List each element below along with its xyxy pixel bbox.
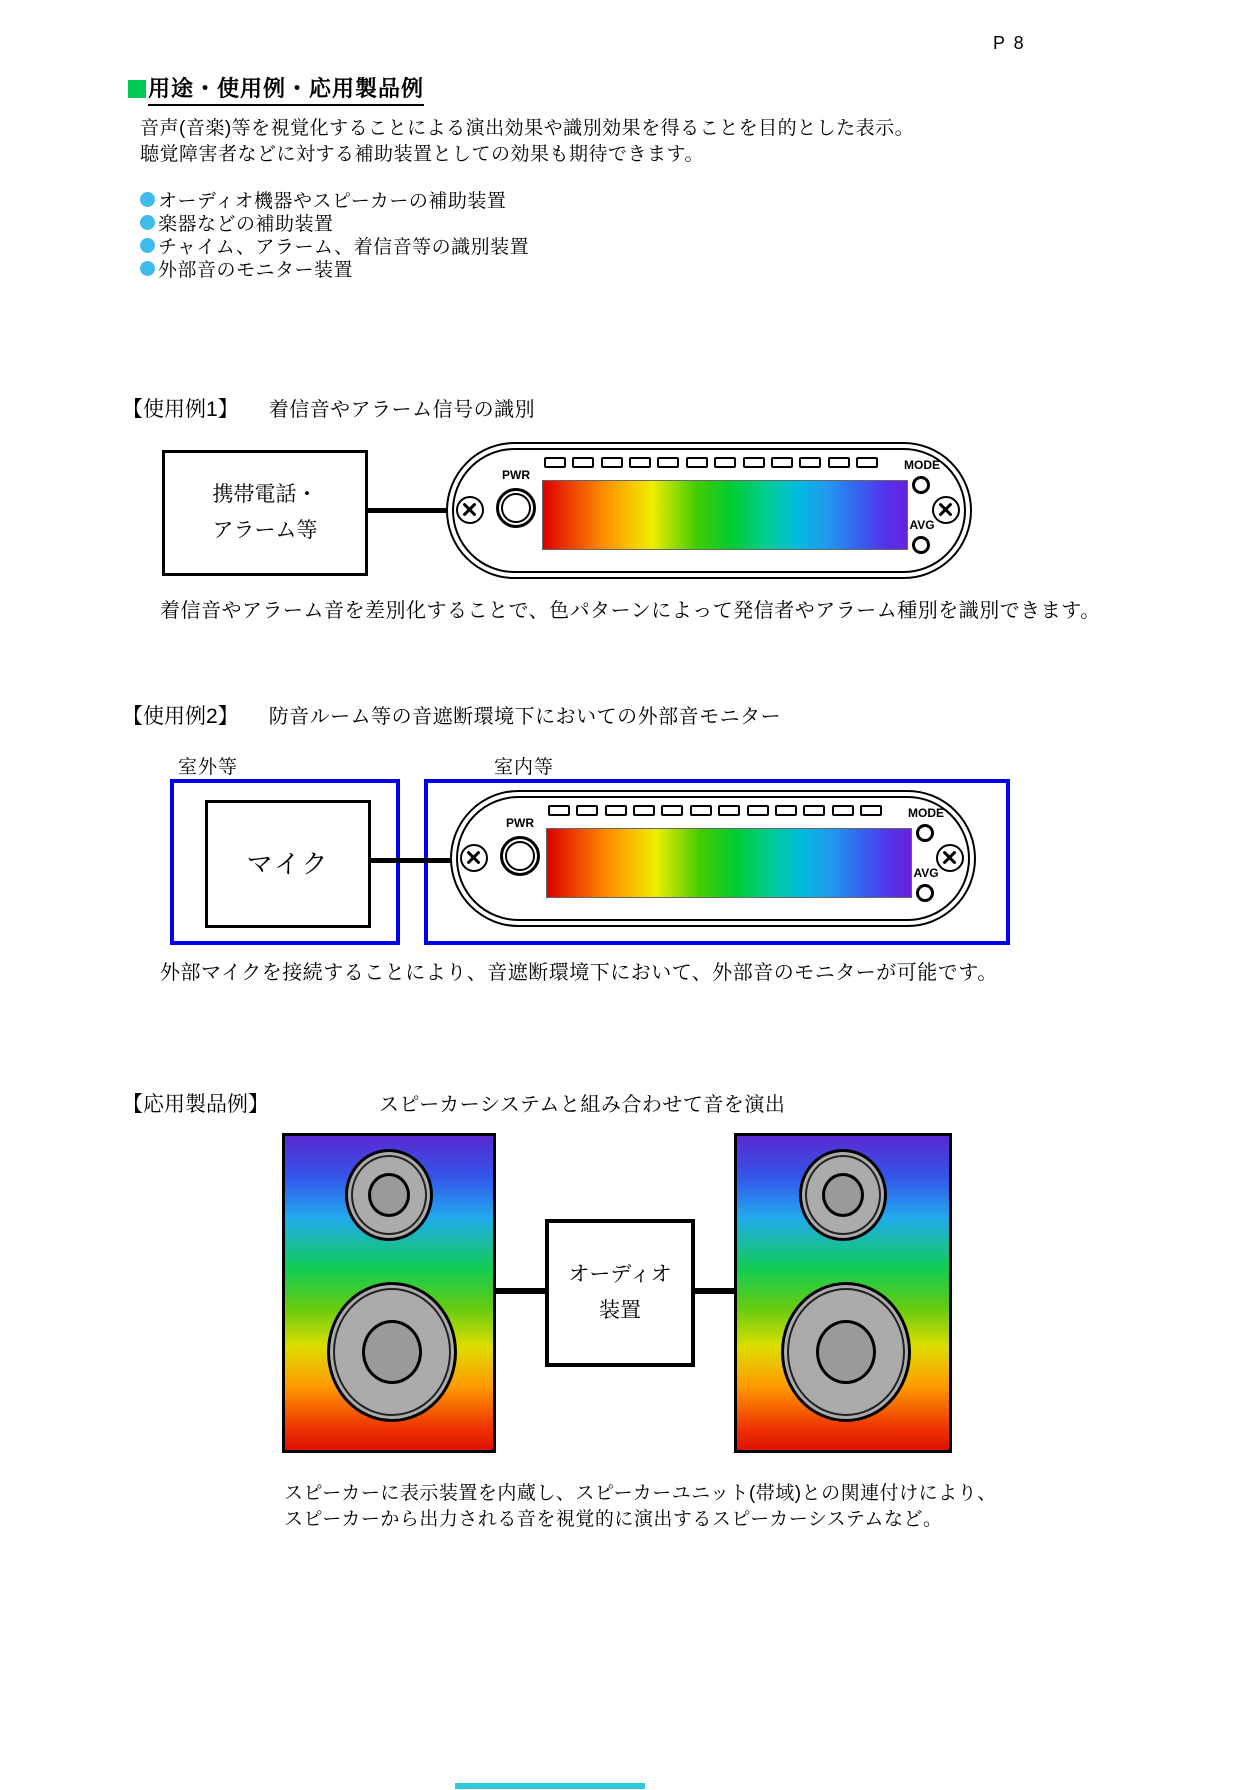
screw-icon [936,844,964,872]
led-indicator [633,805,655,816]
pwr-label: PWR [506,816,534,830]
led-indicator [601,457,623,468]
tweeter-hub [822,1173,864,1217]
list-item [140,257,529,280]
list-item-text: 外部音のモニター装置 [158,260,354,281]
led-indicator [832,805,854,816]
example1-caption: 着信音やアラーム音を差別化することで、色パターンによって発信者やアラーム種別を識別できます。 [160,600,1101,622]
product-example-heading [122,1088,785,1118]
led-indicator [714,457,736,468]
bullet-icon [140,215,155,230]
page-number: P 8 [993,33,1026,53]
mode-button [912,476,930,494]
led-indicator [686,457,708,468]
bullet-icon [140,192,155,207]
example2-label: 【使用例2】 [122,705,239,728]
list-item-text: チャイム、アラーム、着信音等の識別装置 [158,237,530,258]
mic-box-label: マイク [246,849,330,879]
bullet-icon [140,238,155,253]
outdoor-label: 室外等 [178,757,239,778]
screw-icon [932,496,960,524]
led-indicator [743,457,765,468]
woofer-hub [362,1320,422,1384]
connector-line [494,1288,547,1294]
led-indicator [605,805,627,816]
avg-label: AVG [909,518,935,532]
avg-button [912,536,930,554]
led-indicator [548,805,570,816]
woofer-hub [816,1320,876,1384]
list-item [140,211,529,234]
led-indicator [799,457,821,468]
led-indicator [629,457,651,468]
led-indicator [803,805,825,816]
intro-line-2: 聴覚障害者などに対する補助装置としての効果も期待できます。 [140,144,704,165]
source-box-line2: アラーム等 [212,519,318,542]
led-row [544,457,878,469]
avg-button [916,884,934,902]
example1-heading [122,393,535,423]
led-indicator [544,457,566,468]
list-item [140,234,529,257]
led-indicator [856,457,878,468]
led-indicator [572,457,594,468]
product-note-line1: スピーカーに表示装置を内蔵し、スピーカーユニット(帯域)との関連付けにより、 [284,1483,997,1504]
screw-icon [460,844,488,872]
screw-icon [456,496,484,524]
led-indicator [718,805,740,816]
source-box [162,450,368,576]
mode-button [916,824,934,842]
audio-box-line2: 装置 [599,1299,641,1322]
spectrum-display [546,828,912,898]
green-square-icon [128,80,146,98]
indoor-label: 室内等 [494,757,555,778]
pwr-label: PWR [502,468,530,482]
led-indicator [661,805,683,816]
mode-label: MODE [908,806,944,820]
source-box-line1: 携帯電話・ [212,483,318,506]
section-heading [128,72,424,106]
example2-title: 防音ルーム等の音遮断環境下においての外部音モニター [268,706,782,728]
application-list [140,188,529,280]
example2-heading [122,700,781,730]
list-item [140,188,529,211]
led-indicator [775,805,797,816]
led-indicator [576,805,598,816]
led-indicator [657,457,679,468]
led-indicator [690,805,712,816]
example2-caption: 外部マイクを接続することにより、音遮断環境下において、外部音のモニターが可能です。 [160,962,998,984]
mic-box [205,800,371,928]
led-row [548,805,882,817]
tweeter-hub [368,1173,410,1217]
list-item-text: 楽器などの補助装置 [158,214,334,235]
spectrum-display [542,480,908,550]
led-indicator [771,457,793,468]
power-button [500,836,540,876]
audio-device-box [545,1219,695,1367]
product-example-title: スピーカーシステムと組み合わせて音を演出 [379,1094,786,1116]
led-indicator [828,457,850,468]
speaker-right [734,1133,952,1453]
example1-label: 【使用例1】 [122,398,239,421]
intro-line-1: 音声(音楽)等を視覚化することによる演出効果や識別効果を得ることを目的とした表示。 [140,118,915,139]
speaker-left [282,1133,496,1453]
bullet-icon [140,261,155,276]
section-heading-text: 用途・使用例・応用製品例 [148,72,424,106]
power-button [496,488,536,528]
product-example-label: 【応用製品例】 [122,1093,269,1116]
example1-title: 着信音やアラーム信号の識別 [268,399,536,421]
audio-box-line1: オーディオ [568,1263,672,1286]
bottom-bar [455,1783,645,1789]
led-indicator [860,805,882,816]
avg-label: AVG [913,866,939,880]
led-indicator [747,805,769,816]
mode-label: MODE [904,458,940,472]
list-item-text: オーディオ機器やスピーカーの補助装置 [158,191,507,212]
display-device [450,790,976,927]
product-note-line2: スピーカーから出力される音を視覚的に演出するスピーカーシステムなど。 [284,1509,943,1530]
display-device [446,442,972,579]
